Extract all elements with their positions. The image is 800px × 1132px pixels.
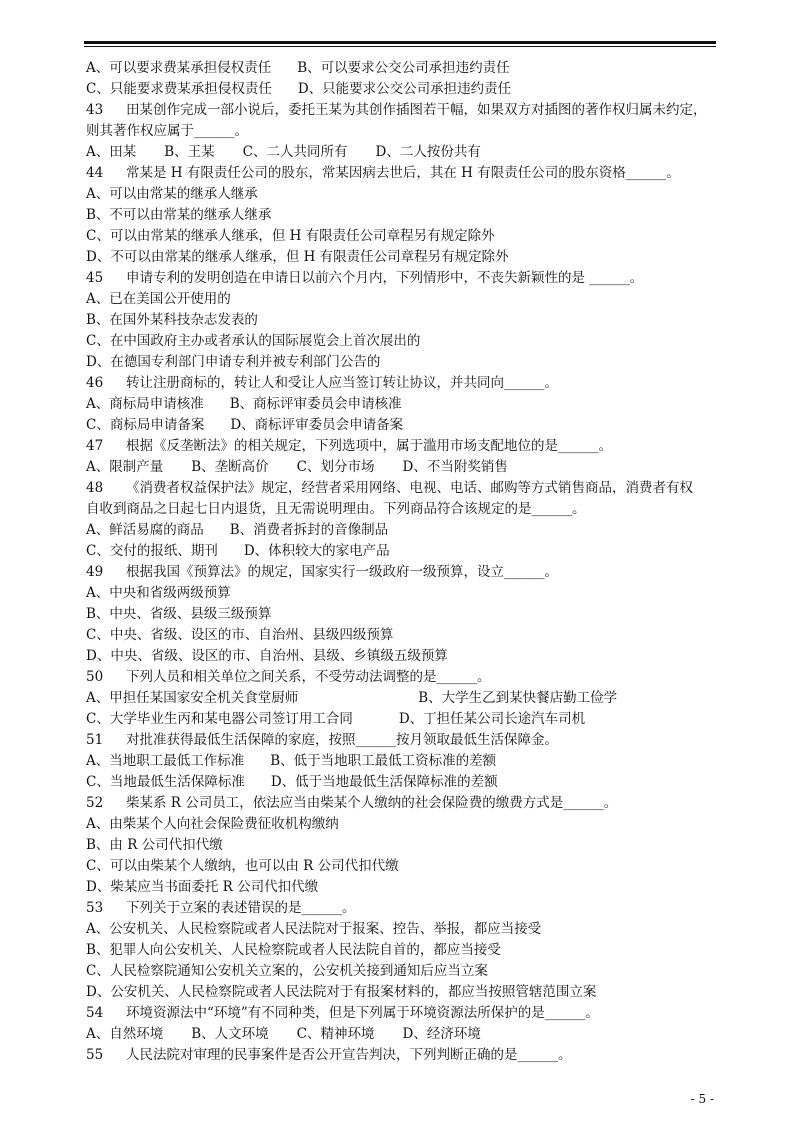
option-text: A、当地职工最低工作标准: [86, 753, 245, 769]
question-stem: [86, 268, 716, 289]
option-text: B、消费者拆封的音像制品: [229, 522, 389, 538]
answer-option: [86, 247, 716, 268]
option-text: A、鲜活易腐的商品: [86, 522, 204, 538]
answer-option: [86, 835, 716, 856]
answer-option: [86, 583, 716, 604]
option-text: D、只能要求公交公司承担违约责任: [297, 81, 512, 97]
answer-option: [86, 877, 716, 898]
question-number: 54: [86, 1005, 104, 1021]
option-text: C、划分市场: [296, 459, 375, 475]
question-text: 转让注册商标的，转让人和受让人应当签订转让协议，并共同向______。: [126, 375, 558, 391]
answer-option-row: [86, 457, 716, 478]
option-text: B、人文环境: [191, 1026, 269, 1042]
option-text: B、大学生乙到某快餐店勤工俭学: [418, 690, 618, 706]
answer-option: [86, 205, 716, 226]
question-number: 52: [86, 795, 104, 811]
answer-option-pair: [86, 394, 716, 415]
question-stem: [86, 793, 716, 814]
answer-option: [86, 310, 716, 331]
option-text: A、甲担任某国家安全机关食堂厨师: [86, 690, 299, 706]
option-text: A、由柴某个人向社会保险费征收机构缴纳: [86, 816, 339, 832]
answer-option: [86, 352, 716, 373]
option-text: D、低于当地最低生活保障标准的差额: [270, 774, 498, 790]
option-text: D、不可以由常某的继承人继承，但 H 有限责任公司章程另有规定除外: [86, 249, 509, 265]
answer-option-pair: [86, 58, 716, 79]
option-text: B、王某: [164, 144, 215, 160]
question-number: 48: [86, 480, 104, 496]
option-text: A、田某: [86, 144, 137, 160]
option-text: C、人民检察院通知公安机关立案的，公安机关接到通知后应当立案: [86, 963, 488, 979]
question-stem: [86, 436, 716, 457]
option-text: D、不当附奖销售: [402, 459, 508, 475]
option-text: D、丁担任某公司长途汽车司机: [398, 711, 586, 727]
question-text: 柴某系 R 公司员工，依法应当由柴某个人缴纳的社会保险费的缴费方式是______。: [126, 795, 618, 811]
question-text: 根据《反垄断法》的相关规定，下列选项中，属于滥用市场支配地位的是______。: [126, 438, 612, 454]
option-text: A、自然环境: [86, 1026, 164, 1042]
question-number: 47: [86, 438, 104, 454]
option-text: D、体积较大的家电产品: [243, 543, 390, 559]
option-text: B、商标评审委员会申请核准: [229, 396, 402, 412]
question-number: 49: [86, 564, 104, 580]
question-text: 则其著作权应属于______。: [86, 123, 248, 139]
option-text: B、由 R 公司代扣代缴: [86, 837, 223, 853]
question-number: 50: [86, 669, 104, 685]
option-text: C、当地最低生活保障标准: [86, 774, 245, 790]
question-number: 46: [86, 375, 104, 391]
question-stem: [86, 478, 716, 499]
option-text: A、可以由常某的继承人继承: [86, 186, 258, 202]
question-number: 55: [86, 1047, 104, 1063]
option-text: C、中央、省级、设区的市、自治州、县级四级预算: [86, 627, 394, 643]
answer-option: [86, 961, 716, 982]
question-text: 田某创作完成一部小说后，委托王某为其创作插图若干幅，如果双方对插图的著作权归属未约定，: [126, 102, 707, 118]
option-text: C、交付的报纸、期刊: [86, 543, 218, 559]
option-text: B、不可以由常某的继承人继承: [86, 207, 272, 223]
answer-option: [86, 856, 716, 877]
question-text: 下列人员和相关单位之间关系，不受劳动法调整的是______。: [126, 669, 491, 685]
option-text: C、精神环境: [296, 1026, 375, 1042]
option-text: B、垄断高价: [191, 459, 269, 475]
option-text: B、在国外某科技杂志发表的: [86, 312, 258, 328]
option-text: D、在德国专利部门申请专利并被专利部门公告的: [86, 354, 381, 370]
question-stem: [86, 100, 716, 121]
option-text: A、公安机关、人民检察院或者人民法院对于报案、控告、举报，都应当接受: [86, 921, 542, 937]
exam-content: [86, 58, 716, 1066]
answer-option-pair: [86, 751, 716, 772]
option-text: A、已在美国公开使用的: [86, 291, 231, 307]
answer-option-pair: [86, 541, 716, 562]
answer-option: [86, 919, 716, 940]
option-text: D、中央、省级、设区的市、自治州、县级、乡镇级五级预算: [86, 648, 448, 664]
option-text: C、只能要求费某承担侵权责任: [86, 81, 272, 97]
question-text: 根据我国《预算法》的规定，国家实行一级政府一级预算，设立______。: [126, 564, 558, 580]
question-number: 51: [86, 732, 104, 748]
header-rule-thin: [84, 46, 716, 47]
answer-option: [86, 646, 716, 667]
option-text: D、商标评审委员会申请备案: [230, 417, 404, 433]
question-text: 对批准获得最低生活保障的家庭，按照______按月领取最低生活保障金。: [126, 732, 558, 748]
question-text: 人民法院对审理的民事案件是否公开宣告判决，下列判断正确的是______。: [126, 1047, 572, 1063]
answer-option: [86, 226, 716, 247]
question-text: 自收到商品之日起七日内退货，且无需说明理由。下列商品符合该规定的是______。: [86, 501, 586, 517]
question-stem: [86, 898, 716, 919]
question-text: 申请专利的发明创造在申请日以前六个月内，下列情形中，不丧失新颖性的是 ______。: [126, 270, 644, 286]
option-text: D、柴某应当书面委托 R 公司代扣代缴: [86, 879, 319, 895]
question-stem: [86, 667, 716, 688]
answer-option-pair: [86, 709, 716, 730]
answer-option: [86, 289, 716, 310]
option-text: C、商标局申请备案: [86, 417, 205, 433]
option-text: B、可以要求公交公司承担违约责任: [297, 60, 510, 76]
option-text: D、公安机关、人民检察院或者人民法院对于有报案材料的，都应当按照管辖范围立案: [86, 984, 597, 1000]
question-stem: [86, 562, 716, 583]
question-number: 43: [86, 102, 104, 118]
question-stem: [86, 373, 716, 394]
option-text: D、经济环境: [402, 1026, 481, 1042]
question-stem: [86, 163, 716, 184]
answer-option-row: [86, 1024, 716, 1045]
option-text: B、中央、省级、县级三级预算: [86, 606, 272, 622]
question-number: 53: [86, 900, 104, 916]
option-text: C、可以由常某的继承人继承，但 H 有限责任公司章程另有规定除外: [86, 228, 495, 244]
answer-option-pair: [86, 79, 716, 100]
question-stem: [86, 1003, 716, 1024]
header-rule-thick: [84, 41, 716, 44]
answer-option: [86, 940, 716, 961]
option-text: B、犯罪人向公安机关、人民检察院或者人民法院自首的，都应当接受: [86, 942, 501, 958]
option-text: A、中央和省级两级预算: [86, 585, 231, 601]
option-text: C、可以由柴某个人缴纳，也可以由 R 公司代扣代缴: [86, 858, 399, 874]
question-text: 下列关于立案的表述错误的是______。: [126, 900, 356, 916]
option-text: A、商标局申请核准: [86, 396, 204, 412]
question-text: 常某是 H 有限责任公司的股东，常某因病去世后，其在 H 有限责任公司的股东资格______。: [126, 165, 680, 181]
question-text: 《消费者权益保护法》规定，经营者采用网络、电视、电话、邮购等方式销售商品，消费者有权: [126, 480, 693, 496]
answer-option: [86, 814, 716, 835]
question-text-continued: [86, 121, 716, 142]
question-text-continued: [86, 499, 716, 520]
answer-option-pair: [86, 688, 716, 709]
answer-option-pair: [86, 415, 716, 436]
option-text: C、在中国政府主办或者承认的国际展览会上首次展出的: [86, 333, 421, 349]
answer-option-pair: [86, 772, 716, 793]
answer-option: [86, 982, 716, 1003]
question-text: 环境资源法中“环境”有不同种类，但是下列属于环境资源法所保护的是______。: [126, 1005, 599, 1021]
answer-option: [86, 331, 716, 352]
option-text: A、可以要求费某承担侵权责任: [86, 60, 272, 76]
answer-option: [86, 184, 716, 205]
question-number: 44: [86, 165, 104, 181]
question-number: 45: [86, 270, 104, 286]
option-text: A、限制产量: [86, 459, 164, 475]
question-stem: [86, 730, 716, 751]
answer-option: [86, 625, 716, 646]
question-stem: [86, 1045, 716, 1066]
option-text: C、大学毕业生丙和某电器公司签订用工合同: [86, 711, 353, 727]
option-text: C、二人共同所有: [242, 144, 348, 160]
answer-option: [86, 604, 716, 625]
answer-option-pair: [86, 520, 716, 541]
option-text: B、低于当地职工最低工资标准的差额: [270, 753, 497, 769]
option-text: D、二人按份共有: [375, 144, 481, 160]
page-number: - 5 -: [690, 1092, 714, 1106]
answer-option-row: [86, 142, 716, 163]
